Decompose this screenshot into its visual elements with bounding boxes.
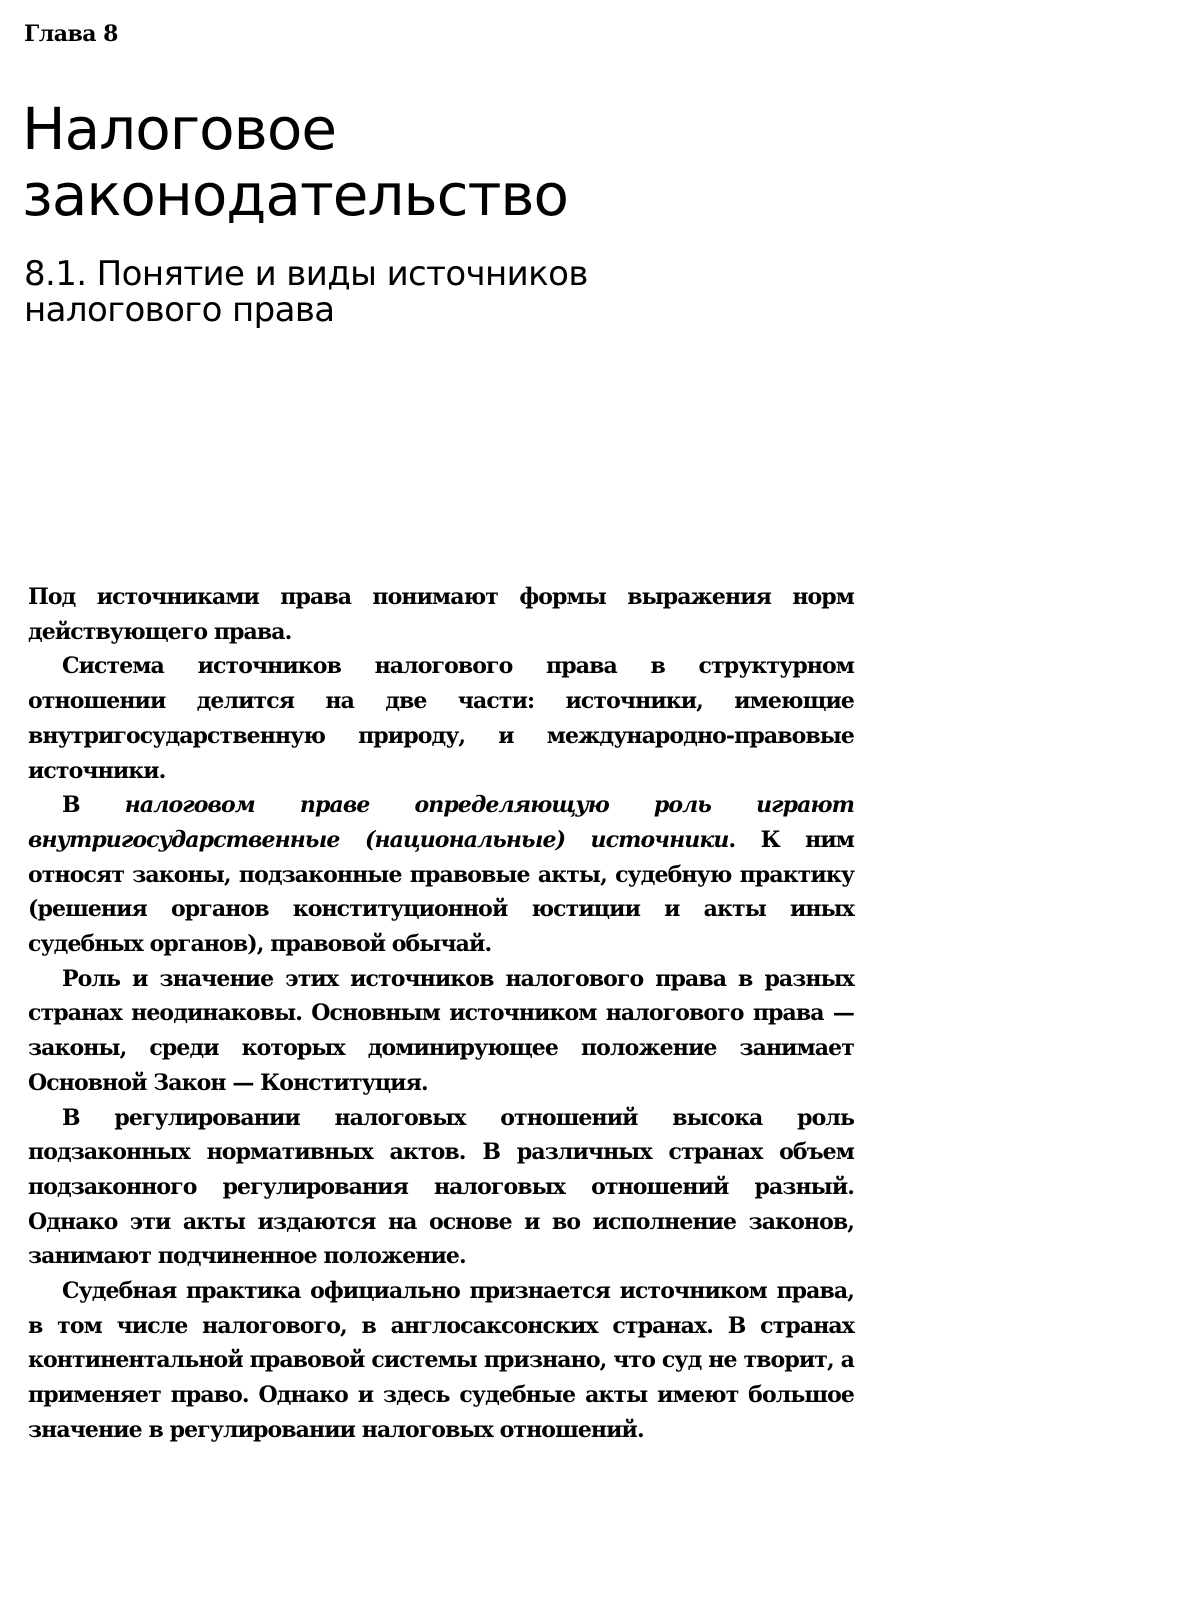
chapter-label: Глава 8: [24, 21, 118, 47]
paragraph-3-italic: налоговом праве определяющую роль играют внутригосударственные (национальные) источники: [28, 792, 854, 853]
section-title-line-2: налогового права: [24, 290, 335, 330]
section-title: [24, 256, 924, 328]
chapter-title: [22, 96, 922, 228]
paragraph-3: [28, 788, 854, 962]
paragraph-3-start: В: [62, 792, 125, 819]
paragraph-2: Система источников налогового права в структурном отношении делится на две части: источники, имеющие внутригосударственную природу, и международно-правовые источники.: [28, 653, 854, 784]
paragraph-5: В регулировании налоговых отношений высока роль подзаконных нормативных актов. В различных странах объем подзаконного регулирования налоговых отношений разный. Однако эти акты издаются на основе и во исполнение законов, занимают подчиненное положение.: [28, 1104, 854, 1270]
paragraph-6: Судебная практика официально признается источником права, в том числе налогового, в англосаксонских странах. В странах континентальной правовой системы признано, что суд не творит, а применяет право. Однако и здесь судебные акты имеют большое значение в регулировании налоговых отношений.: [28, 1278, 854, 1443]
chapter-title-line-1: Налоговое: [22, 95, 337, 163]
section-title-line-1: 8.1. Понятие и виды источников: [24, 254, 588, 294]
paragraph-1: Под источниками права понимают формы выражения норм действующего права.: [28, 584, 854, 645]
paragraph-3-end: . К ним относят законы, подзаконные правовые акты, судебную практику (решения органов конституционной юстиции и акты иных судебных органов), правовой обычай.: [28, 826, 854, 958]
chapter-title-line-2: законодательство: [22, 161, 569, 229]
body-text: [28, 580, 854, 1448]
paragraph-4: Роль и значение этих источников налогового права в разных странах неодинаковы. Основным источником налогового права — законы, среди которых доминирующее положение занимает Основной Закон — Конституция.: [28, 965, 854, 1096]
